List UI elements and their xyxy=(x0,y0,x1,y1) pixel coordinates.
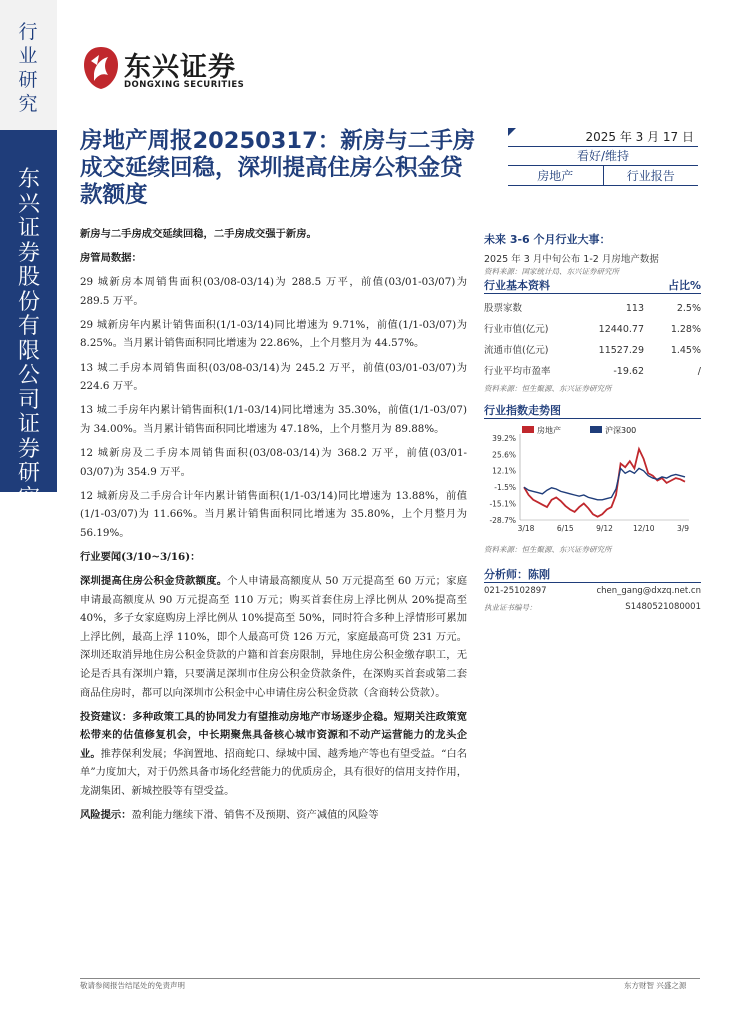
events-section xyxy=(484,231,701,277)
stats-section xyxy=(484,277,701,293)
stat-label: 股票家数 xyxy=(484,303,523,314)
x-tick-label: 12/10 xyxy=(632,524,655,533)
stats-heading: 行业基本资料 xyxy=(484,279,550,292)
legend-label: 沪深300 xyxy=(605,426,637,435)
y-tick-label: 12.1% xyxy=(492,466,516,476)
advice-paragraph xyxy=(80,708,467,801)
data-heading: 房管局数据： xyxy=(80,252,142,265)
stats-header xyxy=(484,277,701,293)
stat-pct: 1.28% xyxy=(670,324,701,335)
data-paragraph: 29 城新房年内累计销售面积(1/1-03/14)同比增速为 9.71%，前值(1/1-03/07)为 8.25%。当月累计销售面积同比增速为 22.86%，上个月整月为 44.57%。 xyxy=(80,318,467,350)
chart-top-rule xyxy=(484,418,701,419)
advice-body: 推荐保利发展；华润置地、招商蛇口、绿城中国、越秀地产等也有望受益。“白名单”力度加大，对于仍然具备市场化经营能力的优质房企，具有很好的信用支持作用，龙湖集团、新城控股等有望受益。 xyxy=(80,747,468,798)
y-tick-label: 25.6% xyxy=(492,450,516,460)
main-content xyxy=(80,225,467,830)
chart-heading: 行业指数走势图 xyxy=(484,404,561,417)
y-tick-label: -28.7% xyxy=(489,516,516,525)
data-paragraph: 29 城新房本周销售面积(03/08-03/14)为 288.5 万平，前值(03/01-03/07)为 289.5 万平。 xyxy=(80,276,467,307)
report-title: 房地产周报20250317：新房与二手房成交延续回稳，深圳提高住房公积金贷款额度 xyxy=(80,128,476,208)
news-paragraph xyxy=(80,572,467,702)
stat-label: 行业市值(亿元) xyxy=(484,324,549,335)
events-heading: 未来 3-6 个月行业大事： xyxy=(484,233,611,246)
report-info-box xyxy=(508,128,698,186)
stat-value: 113 xyxy=(625,303,644,314)
series-line-real-estate xyxy=(524,449,685,517)
news-heading: 行业要闻(3/10~3/16)： xyxy=(80,550,201,563)
analyst-heading: 分析师：陈刚 xyxy=(484,568,550,581)
x-tick-label: 9/12 xyxy=(596,524,613,533)
footer-disclaimer: 敬请参阅报告结尾处的免责声明 xyxy=(80,981,185,990)
stats-col-header: 占比% xyxy=(667,279,701,292)
stat-label: 行业平均市盈率 xyxy=(484,366,551,377)
y-tick-label: 39.2% xyxy=(492,434,516,443)
logo-emblem-icon xyxy=(82,45,120,91)
analyst-top-rule xyxy=(484,582,701,583)
x-tick-label: 3/9 xyxy=(676,524,690,533)
stat-label: 流通市值(亿元) xyxy=(484,345,549,356)
industry-index-chart xyxy=(484,424,701,542)
stats-table xyxy=(484,298,701,382)
table-row xyxy=(484,298,701,319)
analyst-email: chen_gang@dxzq.net.cn xyxy=(596,586,701,596)
legend-label: 房地产 xyxy=(537,426,561,435)
stat-pct: 2.5% xyxy=(676,303,701,314)
x-tick-label: 6/15 xyxy=(556,524,574,533)
data-paragraph: 13 城二手房本周销售面积(03/08-03/14)为 245.2 万平，前值(03/01-03/07)为 224.6 万平。 xyxy=(80,361,467,393)
lead-summary: 新房与二手房成交延续回稳，二手房成交强于新房。 xyxy=(80,228,317,240)
company-logo xyxy=(82,45,262,95)
table-row xyxy=(484,319,701,340)
legend-swatch xyxy=(590,426,602,433)
report-industry: 房地产 xyxy=(508,166,604,185)
report-date: 2025 年 3 月 17 日 xyxy=(508,128,698,147)
report-rating: 看好/维持 xyxy=(508,147,698,166)
events-source: 资料来源：国家统计局、东兴证券研究所 xyxy=(484,267,619,276)
analyst-contact xyxy=(484,586,701,616)
risk-body: 盈利能力继续下滑、销售不及预期、资产减值的风险等 xyxy=(131,809,379,822)
analyst-phone: 021-25102897 xyxy=(484,586,547,596)
table-row xyxy=(484,340,701,361)
footer-rule xyxy=(80,978,700,979)
report-meta-row xyxy=(508,166,698,186)
logo-text-cn: 东兴证券 xyxy=(124,52,236,83)
risk-label: 风险提示： xyxy=(80,809,132,822)
x-tick-label: 3/18 xyxy=(517,524,535,533)
analyst-row xyxy=(484,602,701,616)
news-lead: 深圳提高住房公积金贷款额度。 xyxy=(80,575,228,587)
advice-lead: 多种政策工具的协同发力有望推动房地产市场逐步企稳。短期关注政策宽松带来的估值修复机会，中长期聚焦具备核心城市资源和不动产运营能力的龙头企业。 xyxy=(80,710,468,760)
stats-top-rule xyxy=(484,293,701,294)
table-row xyxy=(484,361,701,382)
series-line-csi300 xyxy=(524,468,685,499)
risk-paragraph xyxy=(80,806,467,825)
events-text: 2025 年 3 月中旬公布 1-2 月房地产数据 xyxy=(484,254,659,265)
y-tick-label: -15.1% xyxy=(489,499,516,509)
analyst-cert: S1480521080001 xyxy=(625,602,701,612)
stat-value: 12440.77 xyxy=(598,324,644,335)
analyst-row xyxy=(484,586,701,600)
stat-pct: / xyxy=(697,366,701,377)
data-paragraph: 13 城二手房年内累计销售面积(1/1-03/14)同比增速为 35.30%，前值(1/1-03/07)为 34.00%。当月累计销售面积同比增速为 47.18%，上个月整月为 89.88%。 xyxy=(80,404,467,435)
data-paragraph: 12 城新房及二手房本周销售面积(03/08-03/14)为 368.2 万平，前值(03/01-03/07)为 354.9 万平。 xyxy=(80,446,467,478)
report-type: 行业报告 xyxy=(626,169,675,183)
stat-pct: 1.45% xyxy=(670,345,701,356)
y-tick-label: -1.5% xyxy=(494,483,516,493)
analyst-cert-label: 执业证书编号： xyxy=(484,603,537,612)
sidebar-category-label: 行业研究 xyxy=(18,21,38,115)
stat-value: -19.62 xyxy=(613,366,644,377)
footer-motto: 东方财智 兴盛之源 xyxy=(624,981,687,990)
advice-label: 投资建议： xyxy=(80,710,133,723)
legend-swatch xyxy=(522,426,534,433)
stat-value: 11527.29 xyxy=(598,345,644,356)
stats-source: 资料来源：恒生聚源、东兴证券研究所 xyxy=(484,384,612,393)
logo-text-en: DONGXING SECURITIES xyxy=(124,80,245,90)
chart-source: 资料来源：恒生聚源、东兴证券研究所 xyxy=(484,545,612,554)
sidebar-company-label: 东兴证券股份有限公司证券研究报告 xyxy=(17,167,40,560)
news-body: 个人申请最高额度从 50 万元提高至 60 万元；家庭申请最高额度从 90 万元提高至 110 万元；购买首套住房上浮比例从 20%提高至 40%，多子女家庭购房上浮比例从 10%提高至 50%，同时符合多种上浮情形可累加上浮比例，最高上浮 110%，即个人最高可贷 126 万元，家庭最高可贷 231 万元。深圳还取消异地住房公积金贷款的户籍和首套房限制，异地住房公积金缴存职工，无论是否具有深圳户籍，只要满足深圳市住房公积金贷款条件，在深购买首套或第二套商品住房时，都可以向深圳市公积金中心申请住房公积金贷款（含商转公贷款）。 xyxy=(80,575,468,699)
data-paragraph: 12 城新房及二手房合计年内累计销售面积(1/1-03/14)同比增速为 13.88%，前值(1/1-03/07)为 11.66%。当月累计销售面积同比增速为 35.80%，上个月整月为 56.19%。 xyxy=(80,489,467,539)
